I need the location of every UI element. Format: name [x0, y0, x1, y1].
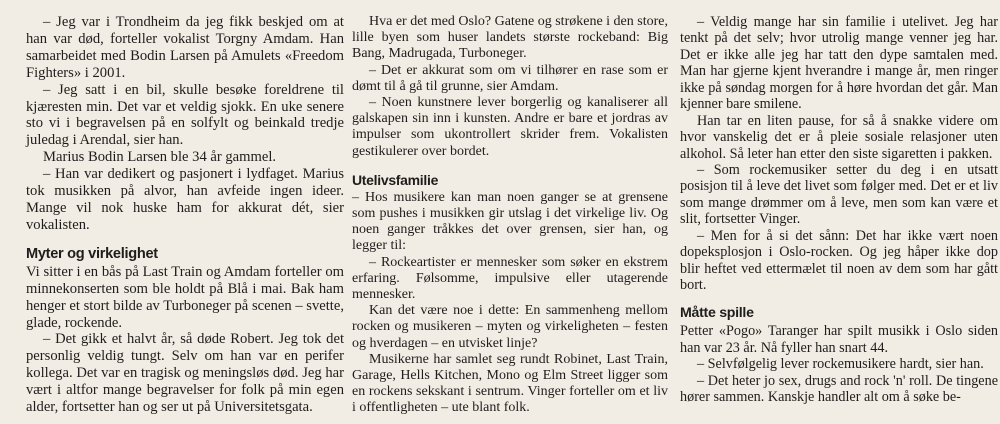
- article-column-1: [26, 14, 344, 416]
- paragraph: – Det er akkurat som om vi tilhører en rase som er dømt til å gå til grunne, sier Amdam.: [352, 62, 668, 94]
- subheading: Måtte spille: [680, 305, 754, 322]
- paragraph: Petter «Pogo» Taranger har spilt musikk i Oslo siden han var 23 år. Nå fyller han snart 44.: [680, 323, 998, 356]
- subheading: Myter og virkelighet: [26, 245, 158, 262]
- article-column-2: [352, 14, 668, 417]
- paragraph: – Hos musikere kan man noen ganger se at grensene som pushes i musikken gir utslag i det virkelige liv. Og noen ganger tråkkes det over grensen, sier han, og legger til:: [352, 189, 668, 254]
- paragraph: – Det heter jo sex, drugs and rock 'n' roll. De tingene hører sammen. Kanskje handler alt om å søke be-: [680, 372, 998, 406]
- article-column-3: [680, 14, 998, 406]
- paragraph: – Jeg satt i en bil, skulle besøke foreldrene til kjæresten min. Det var et veldig sjokk. En uke senere sto vi i begravelsen på en solfylt og beinkald tredje juledag i Arendal, sier han.: [26, 81, 344, 149]
- paragraph: Marius Bodin Larsen ble 34 år gammel.: [43, 149, 277, 166]
- subheading: Utelivsfamilie: [352, 171, 439, 188]
- paragraph: Kan det være noe i dette: En sammenheng mellom rocken og musikeren – myten og virkeligheten – festen og hverdagen – en utvisket linje?: [352, 303, 668, 351]
- paragraph: – Det gikk et halvt år, så døde Robert. Jeg tok det personlig veldig tungt. Selv om han var en perifer kollega. Det var en tragisk og meningsløs død. Jeg har vært i altfor mange begravelser for folk på min egen alder, fortsetter han og ser ut på Universitetsgata.: [26, 331, 344, 416]
- paragraph: – Veldig mange har sin familie i utelivet. Jeg har tenkt på det selv; hvor utrolig mange venner jeg har. Det er ikke alle jeg har tatt den dype samtalen med. Man har gjerne kjent hverandre i mange år, men ringer ikke på søndag morgen for å høre hvordan det går. Man kjenner bare smilene.: [680, 14, 998, 113]
- paragraph: Vi sitter i en bås på Last Train og Amdam forteller om minnekonserten som ble holdt på Blå i mai. Bak ham henger et stort bilde av Turboneger på scenen – svette, glade, rockende.: [26, 263, 344, 331]
- paragraph: Han tar en liten pause, for så å snakke videre om hvor vanskelig det er å pleie sosiale relasjoner uten alkohol. Så leter han etter den siste sigaretten i pakken.: [680, 112, 998, 162]
- paragraph: – Som rockemusiker setter du deg i en utsatt posisjon til å leve det livet som følger med. Det er et liv som mange drømmer om å leve, men som kan være et slit, fortsetter Vinger.: [680, 161, 998, 228]
- paragraph: – Jeg var i Trondheim da jeg fikk beskjed om at han var død, forteller vokalist Torgny Amdam. Han samarbeidet med Bodin Larsen på Amulets «Freedom Fighters» i 2001.: [26, 14, 344, 81]
- paragraph: – Rockeartister er mennesker som søker en ekstrem erfaring. Følsomme, impulsive eller utagerende mennesker.: [352, 254, 668, 303]
- paragraph: Musikerne har samlet seg rundt Robinet, Last Train, Garage, Hells Kitchen, Mono og Elm Street ligger som en rockens sekskant i sentrum. Vinger forteller om et liv i offentligheten – ute blant folk.: [352, 351, 668, 416]
- paragraph: – Men for å si det sånn: Det har ikke vært noen dopeksplosjon i Oslo-rocken. Og jeg håper ikke dop blir heftet ved ettermælet til noen av dem som har gått bort.: [680, 227, 998, 293]
- paragraph: Hva er det med Oslo? Gatene og strøkene i den store, lille byen som huser landets største rockeband: Big Bang, Madrugada, Turboneger.: [352, 14, 668, 62]
- paragraph: – Noen kunstnere lever borgerlig og kanaliserer all galskapen sin inn i kunsten. Andre er bare et jordras av impulser som ukontrollert skrider frem. Vokalisten gestikulerer over bordet.: [352, 95, 668, 159]
- paragraph: – Han var dedikert og pasjonert i lydfaget. Marius tok musikken på alvor, han avfeide ingen ideer. Mange vil nok huske ham for akkurat dét, sier vokalisten.: [26, 166, 344, 233]
- paragraph: – Selvfølgelig lever rockemusikere hardt, sier han.: [697, 356, 984, 373]
